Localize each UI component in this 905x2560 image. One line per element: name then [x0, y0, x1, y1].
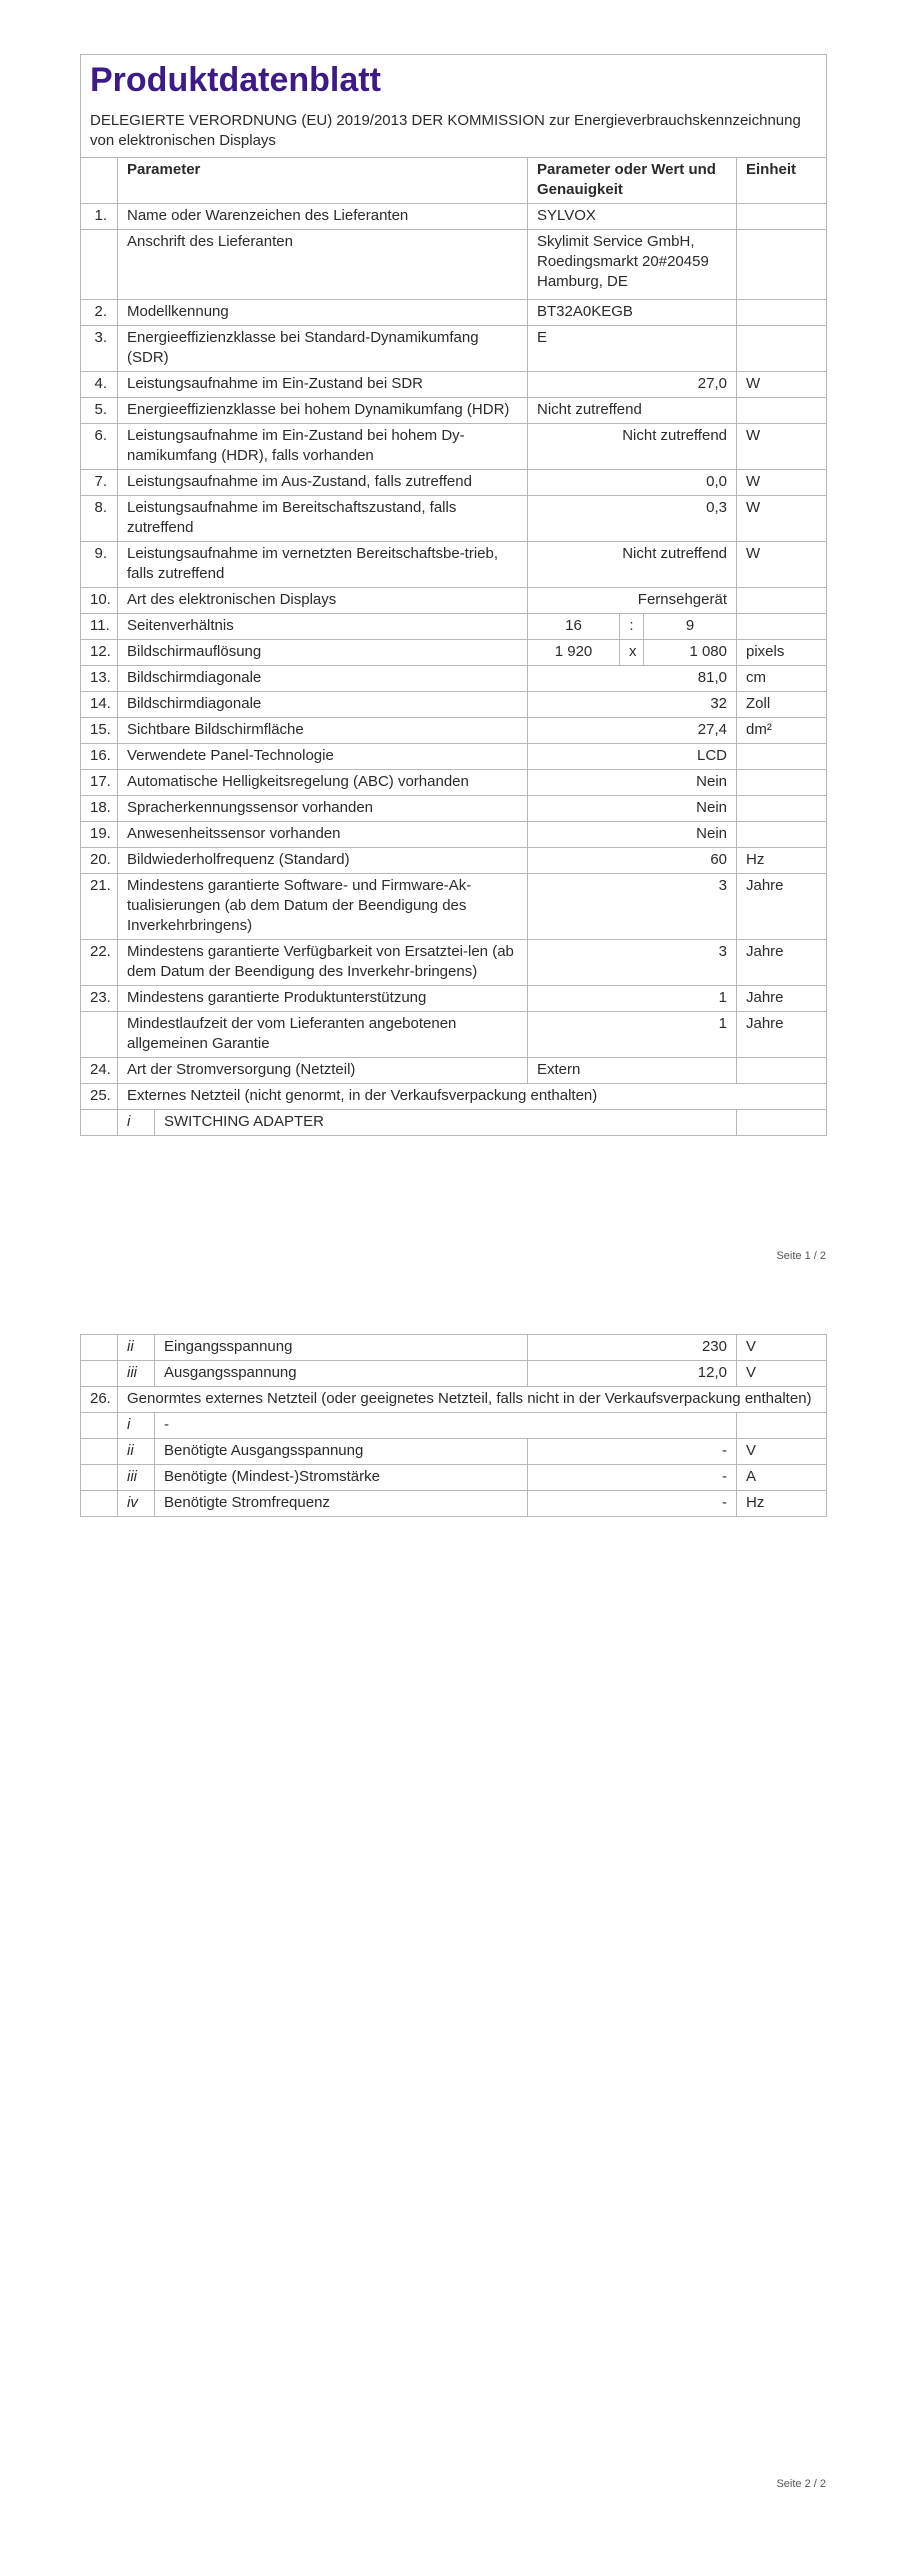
- header-value: Parameter oder Wert und Genauigkeit: [528, 158, 737, 204]
- table-row: 19. Anwesenheitssensor vorhanden Nein: [81, 822, 827, 848]
- page-number: Seite 1 / 2: [776, 1250, 826, 1262]
- table-row: 23. Mindestens garantierte Produktunterstützung 1 Jahre: [81, 986, 827, 1012]
- table-row: 10. Art des elektronischen Displays Fernsehgerät: [81, 588, 827, 614]
- datasheet-table-page-1: [80, 54, 827, 1136]
- table-subrow: iii Ausgangsspannung 12,0 V: [81, 1361, 827, 1387]
- table-row: 21. Mindestens garantierte Software- und Firmware-Ak-tualisierungen (ab dem Datum der Beendigung des Inverkehrbringens) 3 Jahre: [81, 874, 827, 940]
- table-row: 2. Modellkennung BT32A0KEGB: [81, 300, 827, 326]
- table-row: Anschrift des Lieferanten Skylimit Service GmbH, Roedingsmarkt 20#20459 Hamburg, DE: [81, 230, 827, 300]
- table-row: 24. Art der Stromversorgung (Netzteil) Extern: [81, 1058, 827, 1084]
- header-parameter: Parameter: [118, 158, 528, 204]
- table-row: 11. Seitenverhältnis 16 : 9: [81, 614, 827, 640]
- title-row: [81, 55, 827, 158]
- regulation-subtitle: DELEGIERTE VERORDNUNG (EU) 2019/2013 DER KOMMISSION zur Energieverbrauchskennzeichnung von elektronischen Displays: [90, 112, 801, 149]
- table-row: 8. Leistungsaufnahme im Bereitschaftszustand, falls zutreffend 0,3 W: [81, 496, 827, 542]
- table-subrow: ii Benötigte Ausgangsspannung - V: [81, 1439, 827, 1465]
- table-row: 16. Verwendete Panel-Technologie LCD: [81, 744, 827, 770]
- table-row: 3. Energieeffizienzklasse bei Standard-Dynamikumfang (SDR) E: [81, 326, 827, 372]
- page-title: Produktdatenblatt: [90, 61, 381, 99]
- table-row: 14. Bildschirmdiagonale 32 Zoll: [81, 692, 827, 718]
- table-row: 5. Energieeffizienzklasse bei hohem Dynamikumfang (HDR) Nicht zutreffend: [81, 398, 827, 424]
- table-row: 1. Name oder Warenzeichen des Lieferanten SYLVOX: [81, 204, 827, 230]
- table-row: 9. Leistungsaufnahme im vernetzten Bereitschaftsbe-trieb, falls zutreffend Nicht zutreffend W: [81, 542, 827, 588]
- table-row: 13. Bildschirmdiagonale 81,0 cm: [81, 666, 827, 692]
- table-row: 18. Spracherkennungssensor vorhanden Nein: [81, 796, 827, 822]
- datasheet-page-1: [80, 54, 826, 1262]
- table-subrow: iv Benötigte Stromfrequenz - Hz: [81, 1491, 827, 1517]
- table-row: 26. Genormtes externes Netzteil (oder geeignetes Netzteil, falls nicht in der Verkaufsverpackung enthalten): [81, 1387, 827, 1413]
- table-row: 20. Bildwiederholfrequenz (Standard) 60 Hz: [81, 848, 827, 874]
- header-unit: Einheit: [737, 158, 827, 204]
- table-row: 22. Mindestens garantierte Verfügbarkeit von Ersatztei-len (ab dem Datum der Beendigung des Inverkehr-bringens) 3 Jahre: [81, 940, 827, 986]
- table-row: 4. Leistungsaufnahme im Ein-Zustand bei SDR 27,0 W: [81, 372, 827, 398]
- table-subrow: iii Benötigte (Mindest-)Stromstärke - A: [81, 1465, 827, 1491]
- table-row: 7. Leistungsaufnahme im Aus-Zustand, falls zutreffend 0,0 W: [81, 470, 827, 496]
- table-header: [81, 158, 827, 204]
- table-row: Mindestlaufzeit der vom Lieferanten angebotenen allgemeinen Garantie 1 Jahre: [81, 1012, 827, 1058]
- datasheet-page-2: [80, 1334, 826, 1517]
- page-number: Seite 2 / 2: [776, 2478, 826, 2490]
- table-subrow: ii Eingangsspannung 230 V: [81, 1335, 827, 1361]
- table-subrow: i -: [81, 1413, 827, 1439]
- table-row: 15. Sichtbare Bildschirmfläche 27,4 dm²: [81, 718, 827, 744]
- table-row: 6. Leistungsaufnahme im Ein-Zustand bei hohem Dy-namikumfang (HDR), falls vorhanden Nicht zutreffend W: [81, 424, 827, 470]
- table-row: 12. Bildschirmauflösung 1 920 x 1 080 pixels: [81, 640, 827, 666]
- table-subrow: i SWITCHING ADAPTER: [81, 1110, 827, 1136]
- datasheet-table-page-2: [80, 1334, 827, 1517]
- table-row: 25. Externes Netzteil (nicht genormt, in der Verkaufsverpackung enthalten): [81, 1084, 827, 1110]
- table-row: 17. Automatische Helligkeitsregelung (ABC) vorhanden Nein: [81, 770, 827, 796]
